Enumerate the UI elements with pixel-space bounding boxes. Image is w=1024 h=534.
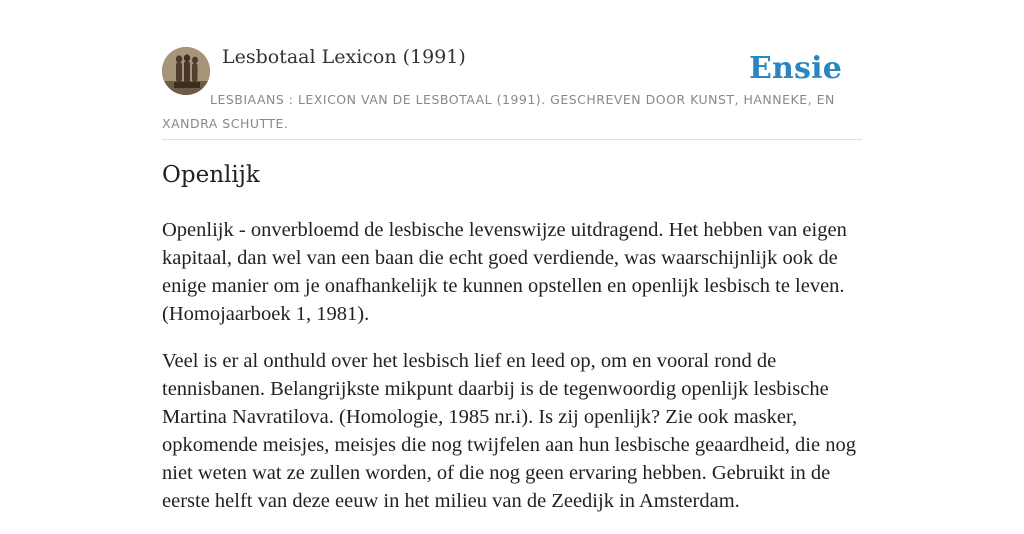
entry-paragraph: Veel is er al onthuld over het lesbisch lief en leed op, om en vooral rond de tennisbanen. Belangrijkste mikpunt daarbij is de tegenwoordig openlijk lesbische Martina Navratilova. (Homologie, 1985 nr.i). Is zij openlijk? Zie ook masker, opkomende meisjes, meisjes die nog twijfelen aan hun lesbische geaardheid, die nog niet weten wat ze zullen worden, of die nog geen ervaring hebben. Gebruikt in de eerste helft van deze eeuw in het milieu van de Zeedijk in Amsterdam. [162, 350, 856, 512]
collection-description: LESBIAANS : LEXICON VAN DE LESBOTAAL (1991). GESCHREVEN DOOR KUNST, HANNEKE, EN XANDRA SCHUTTE. [162, 92, 835, 131]
entry-paragraph: Openlijk - onverbloemd de lesbische levenswijze uitdragend. Het hebben van eigen kapitaal, dan wel van een baan die echt goed verdiende, was waarschijnlijk ook de enige manier om je onafhankelijk te kunnen opstellen en openlijk lesbisch te leven. (Homojaarboek 1, 1981). [162, 219, 847, 325]
ensie-logo[interactable]: Ensie [748, 51, 842, 86]
entry-title: Openlijk [162, 162, 260, 188]
entry-body [162, 216, 867, 534]
collection-title-link[interactable]: Lesbotaal Lexicon (1991) [222, 46, 466, 68]
page-container [162, 0, 862, 512]
collection-header [162, 0, 862, 140]
